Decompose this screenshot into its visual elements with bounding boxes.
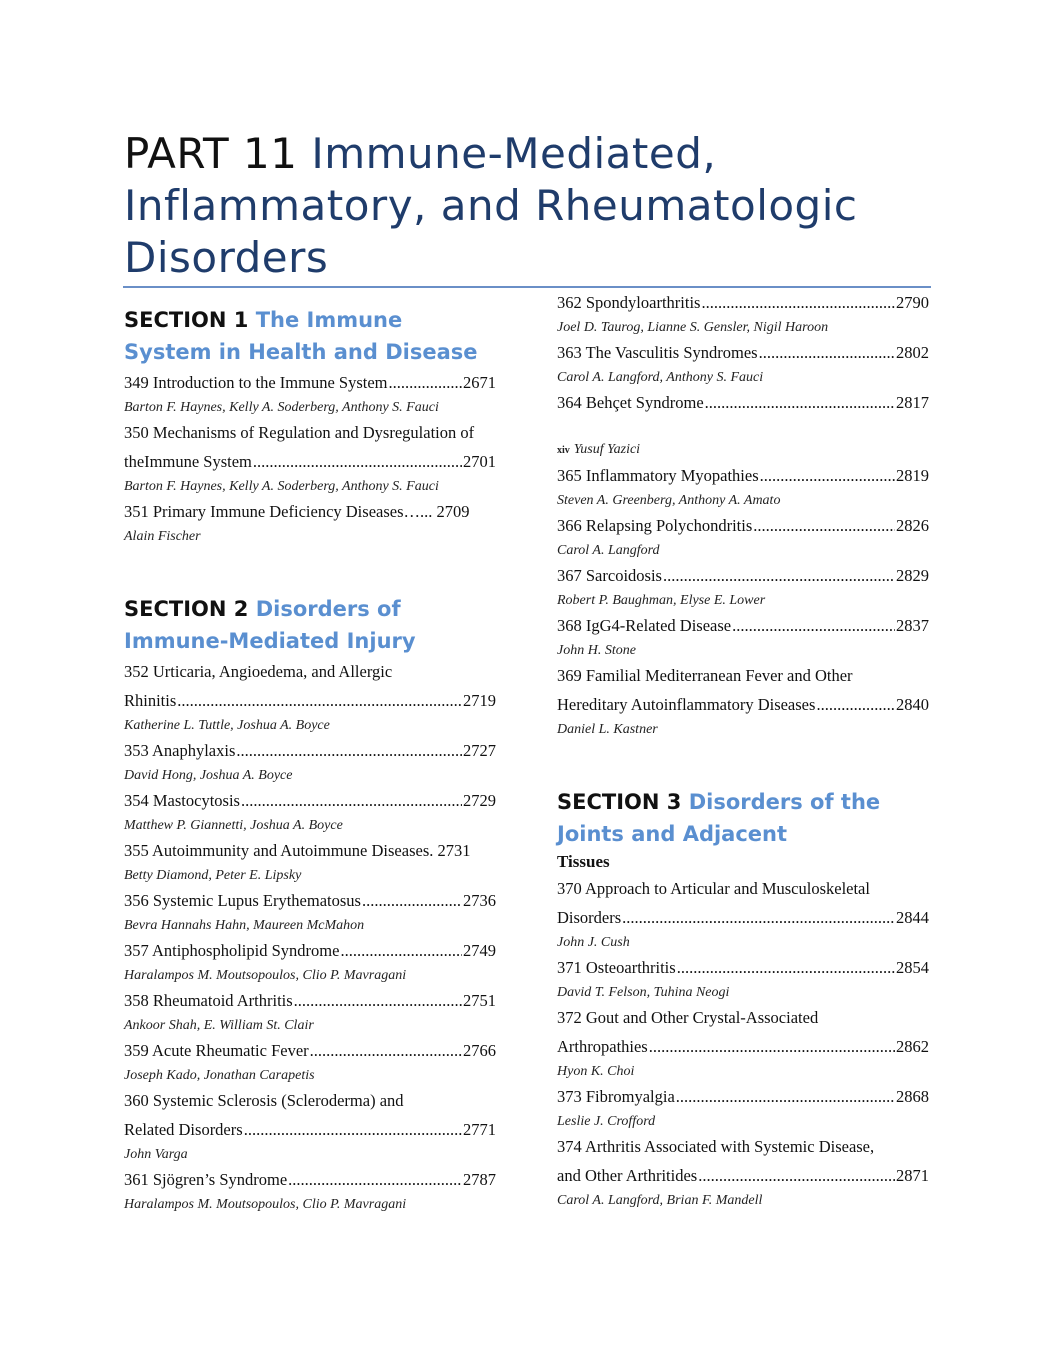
section-2-heading bbox=[124, 593, 496, 657]
entry-authors: Joseph Kado, Jonathan Carapetis bbox=[124, 1068, 315, 1083]
entry-authors: David T. Felson, Tuhina Neogi bbox=[557, 985, 730, 1000]
entry-title: 362 Spondyloarthritis bbox=[557, 293, 701, 312]
toc-entry[interactable] bbox=[124, 368, 496, 418]
toc-entry[interactable] bbox=[557, 388, 929, 461]
entry-page: 2719 bbox=[463, 691, 496, 710]
entry-title: 364 Behçet Syndrome bbox=[557, 393, 704, 412]
entry-page: 2751 bbox=[463, 991, 496, 1010]
section-title: The Immune System in Health and Disease bbox=[124, 308, 478, 364]
entry-authors: Yusuf Yazici bbox=[573, 442, 641, 457]
entry-title: Related Disorders bbox=[124, 1120, 243, 1139]
entry-title-line: 372 Gout and Other Crystal-Associated bbox=[557, 1008, 819, 1027]
entry-title: theImmune System bbox=[124, 452, 252, 471]
section-label: SECTION 2 bbox=[124, 597, 249, 621]
entry-authors: Leslie J. Crofford bbox=[557, 1114, 656, 1129]
part-title bbox=[124, 128, 924, 284]
entry-title: 353 Anaphylaxis bbox=[124, 741, 236, 760]
entry-authors: Ankoor Shah, E. William St. Clair bbox=[124, 1018, 314, 1033]
entry-title: 359 Acute Rheumatic Fever bbox=[124, 1041, 309, 1060]
entry-page: 2671 bbox=[463, 373, 496, 392]
entry-page: 2862 bbox=[896, 1037, 929, 1056]
entry-page: 2736 bbox=[463, 891, 496, 910]
entry-title: and Other Arthritides bbox=[557, 1166, 698, 1185]
entry-authors: John J. Cush bbox=[557, 935, 630, 950]
entry-title: 354 Mastocytosis bbox=[124, 791, 240, 810]
entry-authors: Betty Diamond, Peter E. Lipsky bbox=[124, 868, 302, 883]
section-label: SECTION 1 bbox=[124, 308, 249, 332]
right-column bbox=[557, 288, 929, 1211]
entry-authors: Joel D. Taurog, Lianne S. Gensler, Nigil Haroon bbox=[557, 320, 829, 335]
entry-title: 355 Autoimmunity and Autoimmune Diseases. bbox=[124, 841, 434, 860]
entry-title: 351 Primary Immune Deficiency Diseases bbox=[124, 502, 404, 521]
toc-entry[interactable] bbox=[557, 511, 929, 561]
entry-authors: John Varga bbox=[124, 1147, 188, 1162]
section-title-continued: Tissues bbox=[557, 852, 610, 871]
entry-title: 365 Inflammatory Myopathies bbox=[557, 466, 759, 485]
page-marker: xiv bbox=[557, 445, 570, 456]
entry-authors: Alain Fischer bbox=[124, 529, 201, 544]
entry-title-line: 350 Mechanisms of Regulation and Dysregulation of bbox=[124, 423, 475, 442]
toc-entry[interactable] bbox=[124, 657, 496, 736]
toc-entry[interactable] bbox=[124, 836, 496, 886]
entry-page: 2854 bbox=[896, 958, 929, 977]
section-3-heading bbox=[557, 786, 929, 850]
entry-title: 368 IgG4-Related Disease bbox=[557, 616, 732, 635]
entry-page: 2844 bbox=[896, 908, 929, 927]
entry-authors: David Hong, Joshua A. Boyce bbox=[124, 768, 293, 783]
entry-page: 2787 bbox=[463, 1170, 496, 1189]
entry-authors: Matthew P. Giannetti, Joshua A. Boyce bbox=[124, 818, 343, 833]
entry-title-line: 360 Systemic Sclerosis (Scleroderma) and bbox=[124, 1091, 404, 1110]
entry-title: 358 Rheumatoid Arthritis bbox=[124, 991, 293, 1010]
toc-entry[interactable] bbox=[557, 611, 929, 661]
entry-page: 2829 bbox=[896, 566, 929, 585]
entry-page: 2802 bbox=[896, 343, 929, 362]
toc-entry[interactable] bbox=[124, 418, 496, 497]
toc-entry[interactable] bbox=[557, 953, 929, 1003]
entry-page: 2840 bbox=[896, 695, 929, 714]
entry-page: 2727 bbox=[463, 741, 496, 760]
entry-page: 2819 bbox=[896, 466, 929, 485]
entry-authors: Daniel L. Kastner bbox=[557, 722, 658, 737]
toc-entry[interactable] bbox=[124, 1165, 496, 1215]
entry-title: Arthropathies bbox=[557, 1037, 648, 1056]
entry-page: 2709 bbox=[436, 502, 470, 521]
entry-page: 2826 bbox=[896, 516, 929, 535]
entry-title-line: 352 Urticaria, Angioedema, and Allergic bbox=[124, 662, 393, 681]
section-title: Disorders of Immune-Mediated Injury bbox=[124, 597, 416, 653]
entry-title: 363 The Vasculitis Syndromes bbox=[557, 343, 758, 362]
entry-title: 366 Relapsing Polychondritis bbox=[557, 516, 753, 535]
entry-title: 349 Introduction to the Immune System bbox=[124, 373, 388, 392]
toc-entry[interactable] bbox=[557, 288, 929, 338]
toc-entry[interactable] bbox=[557, 1132, 929, 1211]
entry-title: Hereditary Autoinflammatory Diseases bbox=[557, 695, 816, 714]
toc-entry[interactable] bbox=[124, 886, 496, 936]
toc-entry[interactable] bbox=[124, 497, 496, 547]
entry-title-line: 369 Familial Mediterranean Fever and Other bbox=[557, 666, 853, 685]
section-label: SECTION 3 bbox=[557, 790, 682, 814]
toc-entry[interactable] bbox=[557, 561, 929, 611]
entry-authors: Carol A. Langford, Anthony S. Fauci bbox=[557, 370, 764, 385]
entry-title-line: 370 Approach to Articular and Musculoskeletal bbox=[557, 879, 870, 898]
entry-authors: Hyon K. Choi bbox=[557, 1064, 635, 1079]
entry-title: 367 Sarcoidosis bbox=[557, 566, 662, 585]
toc-entry[interactable] bbox=[124, 786, 496, 836]
section-title: Disorders of the Joints and Adjacent bbox=[557, 790, 881, 846]
entry-title: Disorders bbox=[557, 908, 622, 927]
toc-entry[interactable] bbox=[557, 461, 929, 511]
entry-title-line: 374 Arthritis Associated with Systemic Disease, bbox=[557, 1137, 875, 1156]
entry-title: 356 Systemic Lupus Erythematosus bbox=[124, 891, 361, 910]
toc-entry[interactable] bbox=[124, 1036, 496, 1086]
entry-title: 361 Sjögren’s Syndrome bbox=[124, 1170, 288, 1189]
entry-authors: Haralampos M. Moutsopoulos, Clio P. Mavragani bbox=[124, 1197, 407, 1212]
entry-title: Rhinitis bbox=[124, 691, 177, 710]
toc-entry[interactable] bbox=[124, 1086, 496, 1165]
left-column bbox=[124, 304, 496, 1215]
entry-authors: Katherine L. Tuttle, Joshua A. Boyce bbox=[124, 718, 330, 733]
entry-authors: John H. Stone bbox=[557, 643, 636, 658]
entry-authors: Haralampos M. Moutsopoulos, Clio P. Mavragani bbox=[124, 968, 407, 983]
toc-entry[interactable] bbox=[557, 1003, 929, 1082]
entry-title: 371 Osteoarthritis bbox=[557, 958, 676, 977]
entry-page: 2837 bbox=[896, 616, 929, 635]
section-1-heading bbox=[124, 304, 496, 368]
entry-page: 2701 bbox=[463, 452, 496, 471]
entry-authors: Robert P. Baughman, Elyse E. Lower bbox=[557, 593, 766, 608]
part-name: Immune-Mediated, Inflammatory, and Rheumatologic Disorders bbox=[124, 129, 858, 282]
entry-authors: Carol A. Langford, Brian F. Mandell bbox=[557, 1193, 763, 1208]
part-label: PART 11 bbox=[124, 129, 298, 178]
entry-page: 2771 bbox=[463, 1120, 496, 1139]
toc-entry[interactable] bbox=[557, 1082, 929, 1132]
entry-page: 2749 bbox=[463, 941, 496, 960]
entry-authors: Bevra Hannahs Hahn, Maureen McMahon bbox=[124, 918, 365, 933]
entry-title: 357 Antiphospholipid Syndrome bbox=[124, 941, 340, 960]
entry-page: 2729 bbox=[463, 791, 496, 810]
toc-entry[interactable] bbox=[124, 736, 496, 786]
entry-title: 373 Fibromyalgia bbox=[557, 1087, 675, 1106]
toc-entry[interactable] bbox=[557, 661, 929, 740]
toc-entry[interactable] bbox=[124, 986, 496, 1036]
entry-page: 2868 bbox=[896, 1087, 929, 1106]
entry-page: 2766 bbox=[463, 1041, 496, 1060]
toc-entry[interactable] bbox=[124, 936, 496, 986]
entry-page: 2790 bbox=[896, 293, 929, 312]
entry-page: 2731 bbox=[437, 841, 471, 860]
entry-page: 2871 bbox=[896, 1166, 929, 1185]
entry-page: 2817 bbox=[896, 393, 929, 412]
toc-entry[interactable] bbox=[557, 874, 929, 953]
entry-dots: …... bbox=[403, 502, 433, 521]
entry-authors: Barton F. Haynes, Kelly A. Soderberg, Anthony S. Fauci bbox=[124, 479, 439, 494]
entry-authors: Carol A. Langford bbox=[557, 543, 660, 558]
toc-entry[interactable] bbox=[557, 338, 929, 388]
entry-authors: Barton F. Haynes, Kelly A. Soderberg, Anthony S. Fauci bbox=[124, 400, 439, 415]
entry-authors: Steven A. Greenberg, Anthony A. Amato bbox=[557, 493, 781, 508]
